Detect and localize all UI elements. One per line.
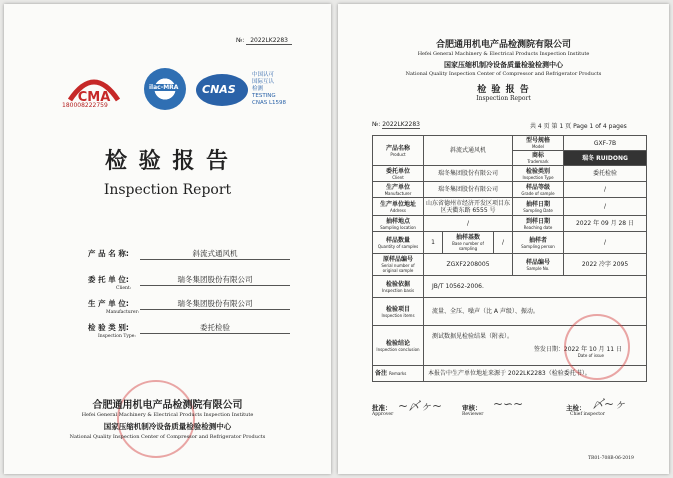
cover-center-cn: 国家压缩机制冷设备质量检验检测中心	[103, 422, 232, 431]
first-page-report-number	[372, 121, 420, 128]
inspector-signature-icon: 〆~ヶ	[592, 397, 627, 411]
cell-label	[373, 166, 424, 182]
reaching-date-value: 2022 年 09 月 28 日	[564, 216, 647, 232]
company-stamp-icon	[117, 380, 195, 458]
cell-label	[373, 366, 424, 382]
sampling-loc-label: 抽样地点	[385, 217, 410, 225]
grade-label: 样品等级	[525, 183, 550, 191]
items-value: 流量、全压、噪声（比 A 声级）、振动。	[424, 298, 647, 326]
cnas-info-line: 检测	[252, 86, 264, 92]
remarks-label-en: Remarks	[388, 371, 407, 376]
model-value: GXF-7B	[564, 136, 647, 151]
manufacturer-label: 生产单位	[385, 183, 410, 191]
trademark-label: 商标	[531, 152, 544, 159]
grade-value: /	[564, 182, 647, 198]
serial-label-en: Serial number of original sample	[381, 263, 415, 273]
reaching-date-label: 到样日期	[525, 217, 550, 225]
field-en-manufacturer: Manufacturer:	[106, 310, 140, 315]
basis-label: 检验依据	[385, 280, 410, 288]
inspector-label: 主检：	[566, 404, 586, 412]
sampling-loc-value: /	[424, 216, 513, 232]
sample-no-label: 样品编号	[525, 258, 550, 266]
conclusion-label-en: Inspection conclusion	[376, 346, 420, 352]
items-label-en: Inspection items	[381, 312, 415, 318]
report-cover-page	[4, 4, 331, 474]
model-label-en: Model	[531, 144, 544, 149]
qty-label: 样品数量	[385, 236, 410, 244]
field-label-inspection-type: 检 验 类 别:	[88, 323, 129, 332]
sampling-date-label: 抽样日期	[525, 200, 550, 208]
base-value: /	[494, 232, 513, 254]
cma-number: 180008222759	[62, 102, 108, 109]
cell-label	[513, 216, 564, 232]
report-number-value: 2022LK2283	[246, 37, 292, 45]
cnas-info-line: CNAS L1598	[252, 100, 287, 106]
center-cn: 国家压缩机制冷设备质量检验检测中心	[444, 61, 563, 69]
cover-institute-en: Hefei General Machinery & Electrical Products Inspection Institute	[81, 412, 254, 418]
conclusion-label: 检验结论	[385, 339, 410, 347]
cell-label	[373, 232, 424, 254]
model-label: 型号规格	[525, 137, 550, 144]
remarks-label: 备注	[375, 370, 388, 377]
address-value: 山东省德州市经济开发区项目东区天衢东路 6555 号	[424, 198, 513, 216]
cnas-info-line: 国际互认	[252, 79, 275, 85]
field-en-inspection-type: Inspection Type:	[98, 334, 136, 339]
trademark-label-en: Trademark	[527, 159, 549, 164]
client-value: 瑞冬集团股份有限公司	[424, 166, 513, 182]
inspection-stamp-icon	[564, 314, 630, 380]
cover-title-cn: 检 验 报 告	[105, 149, 230, 174]
field-value-inspection-type: 委托检验	[140, 322, 290, 334]
first-page-title-en: Inspection Report	[476, 95, 531, 102]
form-code: TR01-708B-06-2019	[588, 456, 634, 461]
table-row	[373, 166, 647, 182]
page-info: 共 4 页 第 1 页 Page 1 of 4 pages	[530, 123, 627, 130]
institute-en: Hefei General Machinery & Electrical Products Inspection Institute	[417, 51, 590, 57]
reviewer-signature-icon: ~∽~	[493, 397, 524, 411]
field-en-client: Client:	[116, 286, 132, 291]
cell-label	[513, 254, 564, 276]
cell-label	[373, 216, 424, 232]
client-label-en: Client	[392, 174, 404, 180]
product-value: 斜流式通风机	[424, 136, 513, 166]
manufacturer-label-en: Manufacturer	[384, 190, 412, 196]
report-number	[236, 37, 292, 44]
remarks-value: 本报告中生产单位地址来源于 2022LK2283（检验委托书）。	[424, 366, 647, 382]
ilac-label: ilac-MRA	[149, 84, 179, 91]
cell-label	[513, 151, 564, 166]
approver-label: 批准：	[372, 404, 392, 412]
field-label-manufacturer: 生 产 单 位:	[88, 299, 129, 308]
basis-label-en: Inspection basis	[381, 287, 415, 293]
approver-signature-icon: ~〆ヶ~	[398, 399, 443, 413]
insp-type-value: 委托检验	[564, 166, 647, 182]
cnas-info-line: 中国认可	[252, 72, 275, 78]
trademark-value: 瑞冬 RUIDONG	[564, 151, 647, 166]
cell-label	[373, 198, 424, 216]
issue-date-value: 2022 年 10 月 11 日	[563, 346, 622, 353]
qty-label-en: Quantity of samples	[377, 243, 419, 249]
table-row	[373, 254, 647, 276]
report-number-value: 2022LK2283	[382, 121, 421, 128]
cell-label	[513, 182, 564, 198]
cover-center-en: National Quality Inspection Center of Compressor and Refrigerator Products	[69, 434, 266, 440]
field-value-product: 斜流式通风机	[140, 248, 290, 260]
cnas-info-line: TESTING	[252, 93, 276, 99]
base-label-en: Base number of sampling	[452, 241, 484, 251]
inspector-label-en: Chief inspector	[570, 412, 605, 417]
conclusion-value: 测试数据见检验结果（附表）。	[432, 333, 514, 340]
table-row	[373, 232, 647, 254]
sampler-value: /	[564, 232, 647, 254]
manufacturer-value: 瑞冬集团股份有限公司	[424, 182, 513, 198]
cell-label	[373, 136, 424, 166]
cell-label	[373, 298, 424, 326]
table-row	[373, 136, 647, 151]
approver-label-en: Approver	[372, 412, 394, 417]
reviewer-label-en: Reviewer	[462, 412, 484, 417]
sampling-date-label-en: Sampling Date	[523, 207, 553, 213]
field-value-manufacturer: 瑞冬集团股份有限公司	[140, 298, 290, 310]
cell-label	[513, 198, 564, 216]
cell-label	[513, 232, 564, 254]
issue-date-label-en: Date of issue	[577, 353, 604, 358]
serial-label: 原样品编号	[382, 256, 413, 263]
sampler-label-en: Sampling person	[521, 243, 555, 249]
table-row	[373, 182, 647, 198]
cell-label	[513, 166, 564, 182]
field-label-client: 委 托 单 位:	[88, 275, 129, 284]
reviewer-label: 审核：	[462, 404, 482, 412]
address-label: 生产单位地址	[379, 200, 416, 208]
client-label: 委托单位	[385, 167, 410, 175]
basis-value: JB/T 10562-2006.	[424, 276, 647, 298]
grade-label-en: Grade of sample	[521, 190, 555, 196]
cover-title-en: Inspection Report	[103, 182, 232, 198]
field-value-client: 瑞冬集团股份有限公司	[140, 274, 290, 286]
insp-type-label-en: Inspection Type	[522, 174, 554, 180]
cover-institute-cn: 合肥通用机电产品检测院有限公司	[92, 400, 243, 411]
institute-cn: 合肥通用机电产品检测院有限公司	[435, 40, 571, 50]
insp-type-label: 检验类别	[525, 167, 550, 175]
table-row	[373, 276, 647, 298]
sampler-label: 抽样者	[528, 236, 547, 244]
cell-label	[373, 254, 424, 276]
svg-text:CMA: CMA	[77, 90, 111, 105]
cnas-label: CNAS	[202, 83, 236, 96]
center-en: National Quality Inspection Center of Compressor and Refrigerator Products	[405, 71, 602, 77]
sampling-date-value: /	[564, 198, 647, 216]
product-label-en: Product	[390, 151, 406, 157]
report-first-page	[338, 4, 669, 474]
qty-value: 1	[424, 232, 443, 254]
cell-label	[443, 232, 494, 254]
table-row	[373, 198, 647, 216]
report-number-label: №:	[236, 37, 245, 44]
reaching-date-label-en: Reaching date	[523, 224, 553, 230]
address-label-en: Address	[390, 207, 406, 213]
cnas-accreditation-info	[252, 72, 286, 107]
cell-label	[373, 326, 424, 366]
items-label: 检验项目	[385, 305, 410, 313]
cell-label	[373, 182, 424, 198]
first-page-title-cn: 检 验 报 告	[477, 85, 530, 95]
sampling-loc-label-en: Sampling location	[380, 224, 416, 230]
sample-no-value: 2022 冷字 2095	[564, 254, 647, 276]
base-label: 抽样基数	[455, 234, 480, 241]
product-label: 产品名称	[385, 144, 410, 152]
serial-value: ZGXF2208005	[424, 254, 513, 276]
cell-label	[373, 276, 424, 298]
cell-label	[513, 136, 564, 151]
sample-no-label-en: Sample No.	[526, 265, 550, 271]
report-number-label: №:	[372, 121, 381, 128]
field-label-product: 产 品 名 称:	[88, 249, 129, 258]
table-row	[373, 216, 647, 232]
issue-date-label: 签发日期：	[533, 346, 564, 353]
